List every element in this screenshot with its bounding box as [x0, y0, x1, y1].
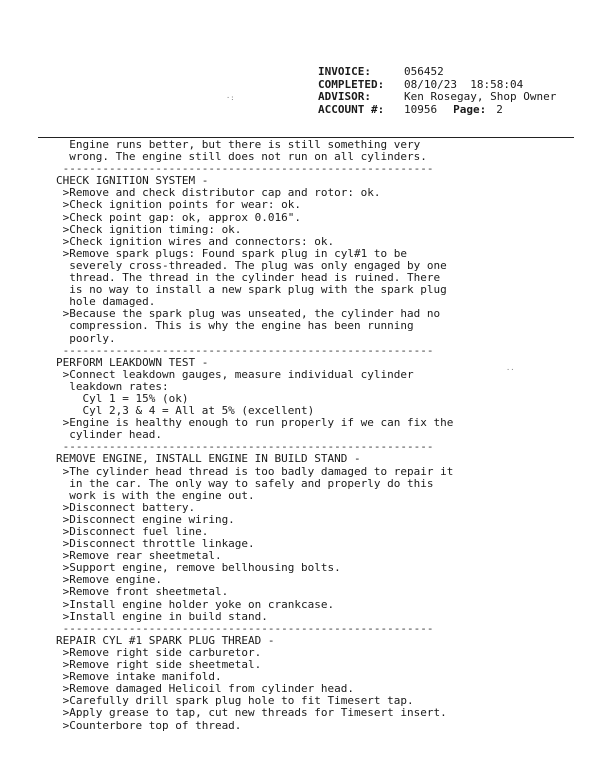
- body-line: >Remove right side sheetmetal.: [56, 658, 262, 672]
- body-line: >Check ignition wires and connectors: ok.: [56, 234, 335, 248]
- account-label: ACCOUNT #:: [318, 102, 385, 116]
- page-label: Page:: [453, 102, 487, 116]
- section-heading: REPAIR CYL #1 SPARK PLUG THREAD -: [56, 633, 275, 647]
- body-line: thread. The thread in the cylinder head is ruined. There: [56, 271, 441, 285]
- body-line: work is with the engine out.: [56, 488, 255, 502]
- section-heading: PERFORM LEAKDOWN TEST -: [56, 355, 209, 369]
- body-line: hole damaged.: [56, 295, 156, 309]
- advisor-label: ADVISOR:: [318, 90, 371, 103]
- body-line: >Install engine in build stand.: [56, 609, 268, 623]
- account-row: [318, 104, 556, 117]
- body-line: severely cross-threaded. The plug was only engaged by one: [56, 258, 447, 272]
- body-line: is no way to install a new spark plug with the spark plug: [56, 283, 447, 297]
- advisor-name: Ken Rosegay, Shop Owner: [404, 90, 557, 103]
- body-line: Engine runs better, but there is still something very: [56, 138, 421, 151]
- body-line: >Carefully drill spark plug hole to fit Timesert tap.: [56, 694, 414, 708]
- body-line: >Disconnect fuel line.: [56, 525, 209, 538]
- body-line: >The cylinder head thread is too badly damaged to repair it: [56, 464, 454, 478]
- invoice-label: INVOICE:: [318, 65, 371, 78]
- page-number: 2: [496, 102, 503, 116]
- body-line: >Remove and check distributor cap and rotor: ok.: [56, 186, 381, 200]
- body-line: >Disconnect throttle linkage.: [56, 537, 255, 551]
- body-line: >Check ignition timing: ok.: [56, 222, 242, 236]
- body-line: cylinder head.: [56, 428, 162, 442]
- body-line: >Connect leakdown gauges, measure individual cylinder: [56, 367, 414, 381]
- section-divider: --------------------------------------------------------: [56, 162, 434, 176]
- section-divider: --------------------------------------------------------: [56, 343, 434, 357]
- completed-label: COMPLETED:: [318, 77, 385, 91]
- body-line: >Disconnect battery.: [56, 500, 196, 514]
- body-line: leakdown rates:: [56, 379, 169, 393]
- body-line: >Remove front sheetmetal.: [56, 585, 229, 599]
- body-line: >Install engine holder yoke on crankcase.: [56, 597, 335, 611]
- body-line: >Apply grease to tap, cut new threads for Timesert insert.: [56, 706, 447, 720]
- body-line: >Disconnect engine wiring.: [56, 512, 235, 526]
- body-line: >Check ignition points for wear: ok.: [56, 198, 302, 212]
- body-line: Cyl 2,3 & 4 = All at 5% (excellent): [56, 404, 315, 418]
- invoice-header: [318, 66, 556, 116]
- section-heading: CHECK IGNITION SYSTEM -: [56, 174, 209, 188]
- body-line: >Check point gap: ok, approx 0.016".: [56, 210, 302, 224]
- scan-speck: ··: [506, 366, 515, 374]
- section-divider: --------------------------------------------------------: [56, 621, 434, 635]
- body-line: >Remove intake manifold.: [56, 670, 222, 684]
- scan-speck: ·:: [226, 94, 235, 102]
- advisor-row: [318, 91, 556, 104]
- body-line: wrong. The engine still does not run on all cylinders.: [56, 150, 427, 164]
- invoice-number: 056452: [404, 65, 444, 78]
- body-line: >Because the spark plug was unseated, the cylinder had no: [56, 307, 441, 321]
- body-line: >Engine is healthy enough to run properly if we can fix the: [56, 416, 454, 430]
- body-line: >Counterbore top of thread.: [56, 718, 242, 732]
- body-line: >Support engine, remove bellhousing bolts.: [56, 561, 341, 575]
- invoice-row: [318, 66, 556, 79]
- completed-datetime: 08/10/23 18:58:04: [404, 77, 524, 91]
- body-line: >Remove right side carburetor.: [56, 645, 262, 659]
- account-number: 10956: [404, 102, 438, 116]
- body-line: >Remove spark plugs: Found spark plug in cyl#1 to be: [56, 246, 407, 260]
- body-line: >Remove rear sheetmetal.: [56, 549, 222, 563]
- section-heading: REMOVE ENGINE, INSTALL ENGINE IN BUILD STAND -: [56, 452, 361, 466]
- section-divider: --------------------------------------------------------: [56, 440, 434, 454]
- body-line: >Remove engine.: [56, 573, 162, 587]
- body-line: >Remove damaged Helicoil from cylinder head.: [56, 682, 355, 696]
- body-line: in the car. The only way to safely and properly do this: [56, 476, 434, 490]
- body-line: poorly.: [56, 331, 116, 345]
- body-line: Cyl 1 = 15% (ok): [56, 391, 189, 405]
- work-order-body: [56, 139, 596, 732]
- body-line: compression. This is why the engine has been running: [56, 319, 414, 333]
